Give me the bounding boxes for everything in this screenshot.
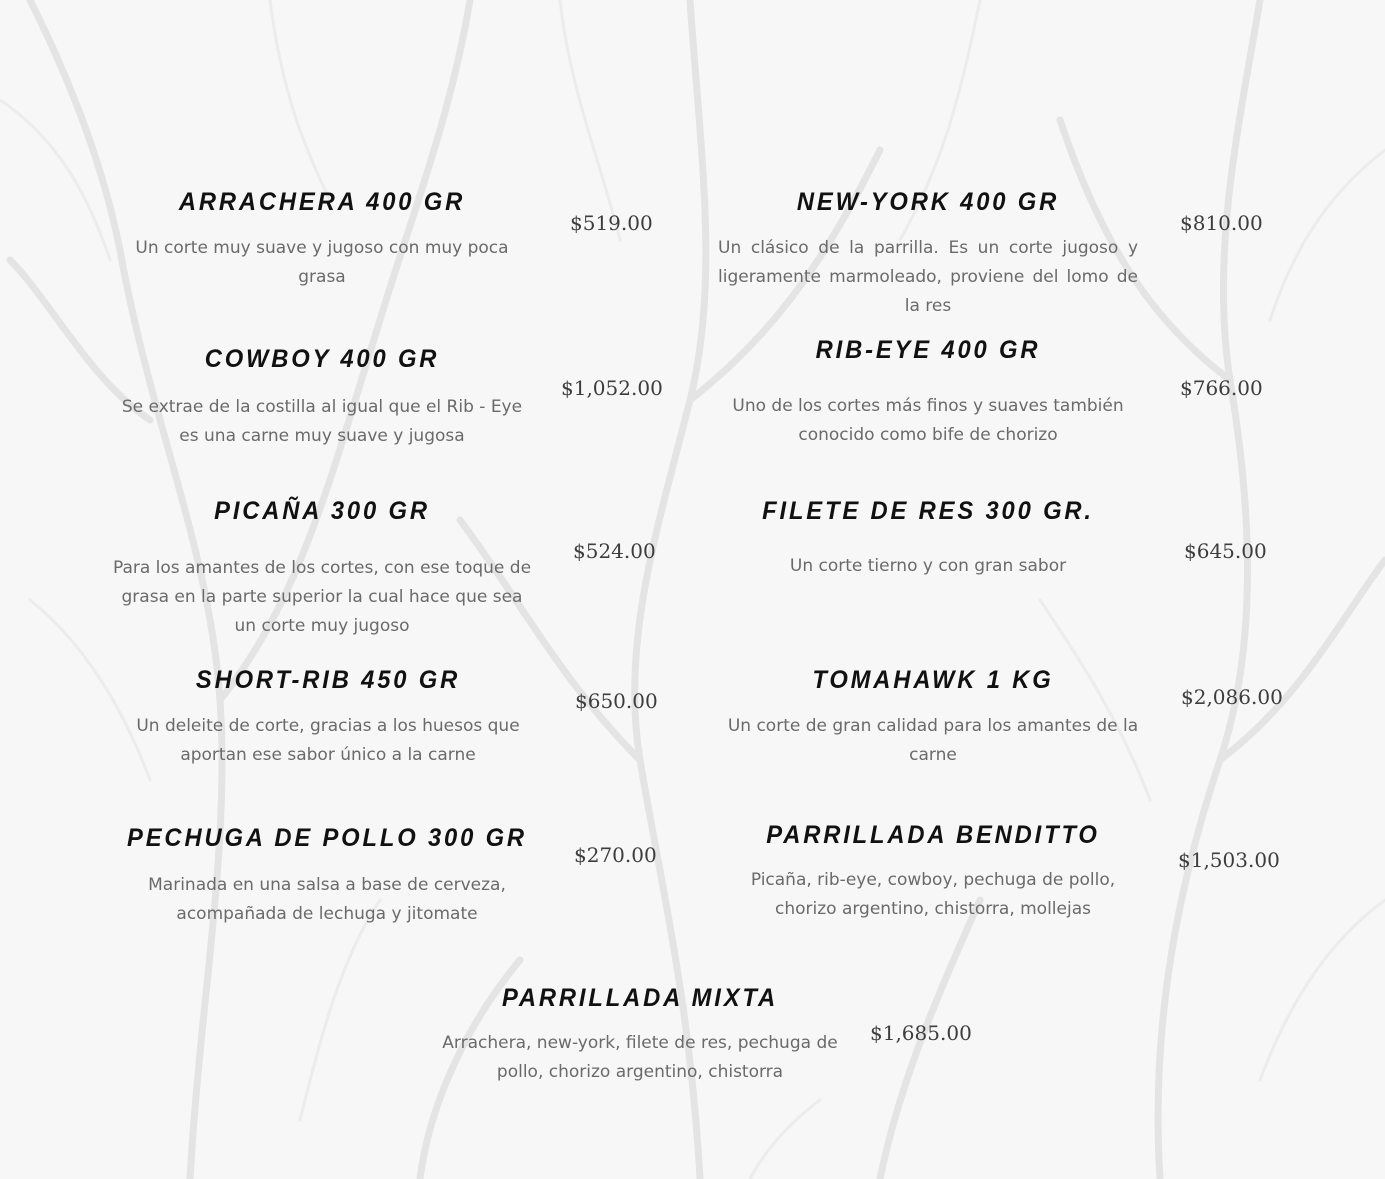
item-title: ARRACHERA 400 GR <box>178 188 466 216</box>
menu-item-cowboy <box>110 345 534 465</box>
item-description: Uno de los cortes más finos y suaves también conocido como bife de chorizo <box>732 396 1124 445</box>
item-price: $650.00 <box>575 689 658 713</box>
menu-item-new-york <box>718 188 1138 328</box>
menu-item-picana <box>112 497 532 647</box>
item-price: $524.00 <box>573 539 656 563</box>
item-description: Para los amantes de los cortes, con ese toque de grasa en la parte superior la cual hace que sea un corte muy jugoso <box>112 558 532 636</box>
item-title: PARRILLADA BENDITTO <box>766 821 1100 849</box>
item-title: NEW-YORK 400 GR <box>796 188 1060 216</box>
menu-item-rib-eye <box>718 336 1138 456</box>
item-price: $1,685.00 <box>870 1021 972 1045</box>
item-price: $2,086.00 <box>1181 685 1283 709</box>
menu-item-pechuga-de-pollo <box>110 824 544 934</box>
menu-item-arrachera <box>112 188 532 308</box>
menu-item-filete-de-res <box>718 497 1138 587</box>
item-description: Un corte muy suave y jugoso con muy poca grasa <box>135 238 509 287</box>
menu-item-tomahawk <box>718 666 1148 776</box>
item-price: $645.00 <box>1184 539 1267 563</box>
item-description: Picaña, rib-eye, cowboy, pechuga de pollo, chorizo argentino, chistorra, mollejas <box>750 870 1116 919</box>
item-title: RIB-EYE 400 GR <box>815 336 1041 364</box>
menu-item-short-rib <box>118 666 538 776</box>
item-description: Un corte de gran calidad para los amantes de la carne <box>727 716 1139 765</box>
item-description: Arrachera, new-york, filete de res, pechuga de pollo, chorizo argentino, chistorra <box>442 1033 838 1082</box>
menu-item-parrillada-benditto <box>718 821 1148 931</box>
item-price: $270.00 <box>574 843 657 867</box>
item-title: COWBOY 400 GR <box>204 345 440 373</box>
item-title: TOMAHAWK 1 KG <box>812 666 1054 694</box>
item-title: PARRILLADA MIXTA <box>501 984 779 1012</box>
item-description: Un clásico de la parrilla. Es un corte jugoso y ligeramente marmoleado, proviene del lomo de la res <box>718 238 1138 316</box>
item-description: Se extrae de la costilla al igual que el Rib - Eye es una carne muy suave y jugosa <box>121 397 523 446</box>
item-price: $519.00 <box>570 211 653 235</box>
item-title: FILETE DE RES 300 GR. <box>762 497 1094 525</box>
item-description: Marinada en una salsa a base de cerveza, acompañada de lechuga y jitomate <box>148 875 506 924</box>
item-description: Un corte tierno y con gran sabor <box>789 556 1067 576</box>
item-title: PICAÑA 300 GR <box>214 497 430 525</box>
item-price: $1,052.00 <box>561 376 663 400</box>
item-description: Un deleite de corte, gracias a los huesos que aportan ese sabor único a la carne <box>136 716 520 765</box>
item-title: PECHUGA DE POLLO 300 GR <box>127 824 527 852</box>
item-price: $1,503.00 <box>1178 848 1280 872</box>
item-title: SHORT-RIB 450 GR <box>195 666 461 694</box>
menu-item-parrillada-mixta <box>435 984 845 1094</box>
item-price: $810.00 <box>1180 211 1263 235</box>
item-price: $766.00 <box>1180 376 1263 400</box>
